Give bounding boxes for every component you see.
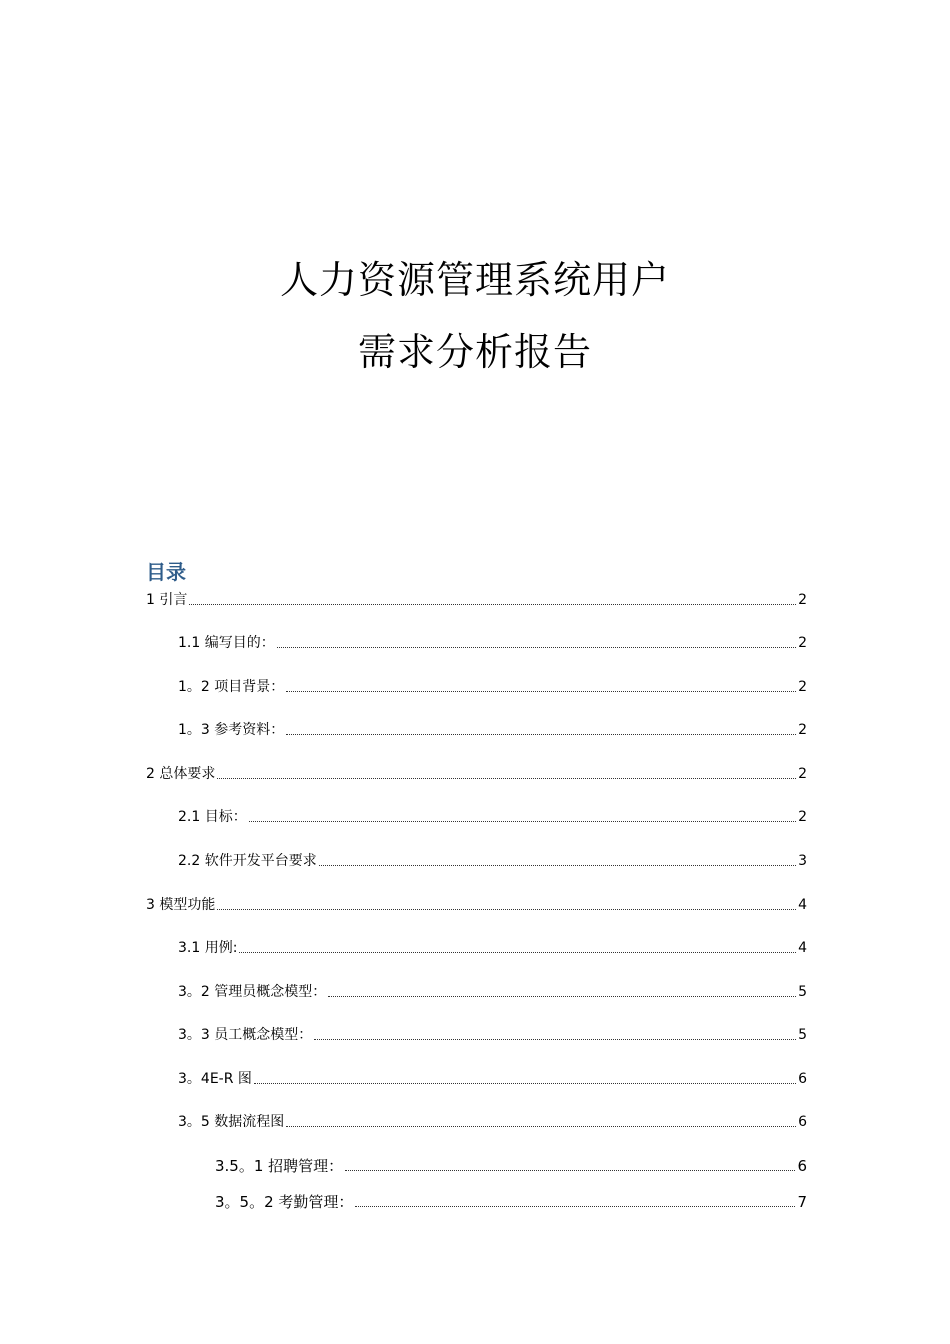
toc-entry-label: 3.1 用例: <box>178 940 238 956</box>
toc-entry-page: 6 <box>798 1114 807 1130</box>
toc-dot-leader <box>286 734 796 735</box>
toc-entry-label: 3。2 管理员概念模型： <box>178 984 327 1000</box>
toc-dot-leader <box>217 778 796 779</box>
toc-entry-label: 3.5。1 招聘管理： <box>215 1157 344 1175</box>
toc-dot-leader <box>249 821 796 822</box>
toc-entry-label: 2.2 软件开发平台要求 <box>178 853 317 869</box>
toc-dot-leader <box>286 1126 796 1127</box>
toc-entry[interactable] <box>178 1025 807 1045</box>
toc-entry[interactable] <box>215 1156 807 1176</box>
toc-heading: 目录 <box>146 560 186 584</box>
toc-entry[interactable] <box>178 982 807 1002</box>
toc-entry-label: 3。5。2 考勤管理： <box>215 1193 354 1211</box>
toc-dot-leader <box>345 1170 795 1171</box>
toc-entry-page: 5 <box>798 984 807 1000</box>
toc-entry-page: 3 <box>798 853 807 869</box>
toc-dot-leader <box>254 1083 796 1084</box>
toc-entry-label: 2 总体要求 <box>146 766 216 782</box>
toc-entry[interactable] <box>146 895 807 915</box>
toc-entry[interactable] <box>178 807 807 827</box>
document-title-line-1: 人力资源管理系统用户 <box>279 258 670 302</box>
toc-dot-leader <box>239 952 796 953</box>
toc-entry[interactable] <box>178 677 807 697</box>
toc-dot-leader <box>277 647 796 648</box>
document-title-line-2: 需求分析报告 <box>357 330 592 374</box>
toc-dot-leader <box>286 691 796 692</box>
toc-entry[interactable] <box>178 1069 807 1089</box>
toc-entry-page: 4 <box>798 940 807 956</box>
toc-entry-label: 1.1 编写目的： <box>178 635 275 651</box>
toc-entry[interactable] <box>146 764 807 784</box>
toc-entry-label: 3。5 数据流程图 <box>178 1114 285 1130</box>
toc-entry-page: 5 <box>798 1027 807 1043</box>
toc-entry-page: 2 <box>798 766 807 782</box>
toc-entry-label: 1。3 参考资料： <box>178 722 285 738</box>
toc-dot-leader <box>355 1206 795 1207</box>
toc-entry-page: 2 <box>798 592 807 608</box>
toc-entry-label: 3 模型功能 <box>146 897 216 913</box>
toc-entry[interactable] <box>215 1192 807 1212</box>
toc-entry[interactable] <box>146 590 807 610</box>
toc-entry-page: 2 <box>798 809 807 825</box>
toc-entry-label: 3。4E-R 图 <box>178 1071 252 1087</box>
toc-entry[interactable] <box>178 1112 807 1132</box>
toc-entry-label: 1 引言 <box>146 592 188 608</box>
toc-entry-label: 1。2 项目背景： <box>178 679 285 695</box>
toc-entry[interactable] <box>178 633 807 653</box>
toc-entry-page: 2 <box>798 722 807 738</box>
toc-dot-leader <box>319 865 796 866</box>
toc-entry-page: 6 <box>797 1157 807 1175</box>
toc-entry-label: 2.1 目标： <box>178 809 247 825</box>
toc-entry[interactable] <box>178 720 807 740</box>
toc-entry-label: 3。3 员工概念模型： <box>178 1027 313 1043</box>
toc-entry[interactable] <box>178 938 807 958</box>
toc-entry-page: 7 <box>797 1193 807 1211</box>
toc-dot-leader <box>217 909 796 910</box>
toc-dot-leader <box>328 996 796 997</box>
toc-dot-leader <box>189 604 796 605</box>
toc-entry-page: 4 <box>798 897 807 913</box>
toc-entry-page: 6 <box>798 1071 807 1087</box>
toc-entry[interactable] <box>178 851 807 871</box>
toc-entry-page: 2 <box>798 679 807 695</box>
toc-entry-page: 2 <box>798 635 807 651</box>
toc-dot-leader <box>314 1039 796 1040</box>
